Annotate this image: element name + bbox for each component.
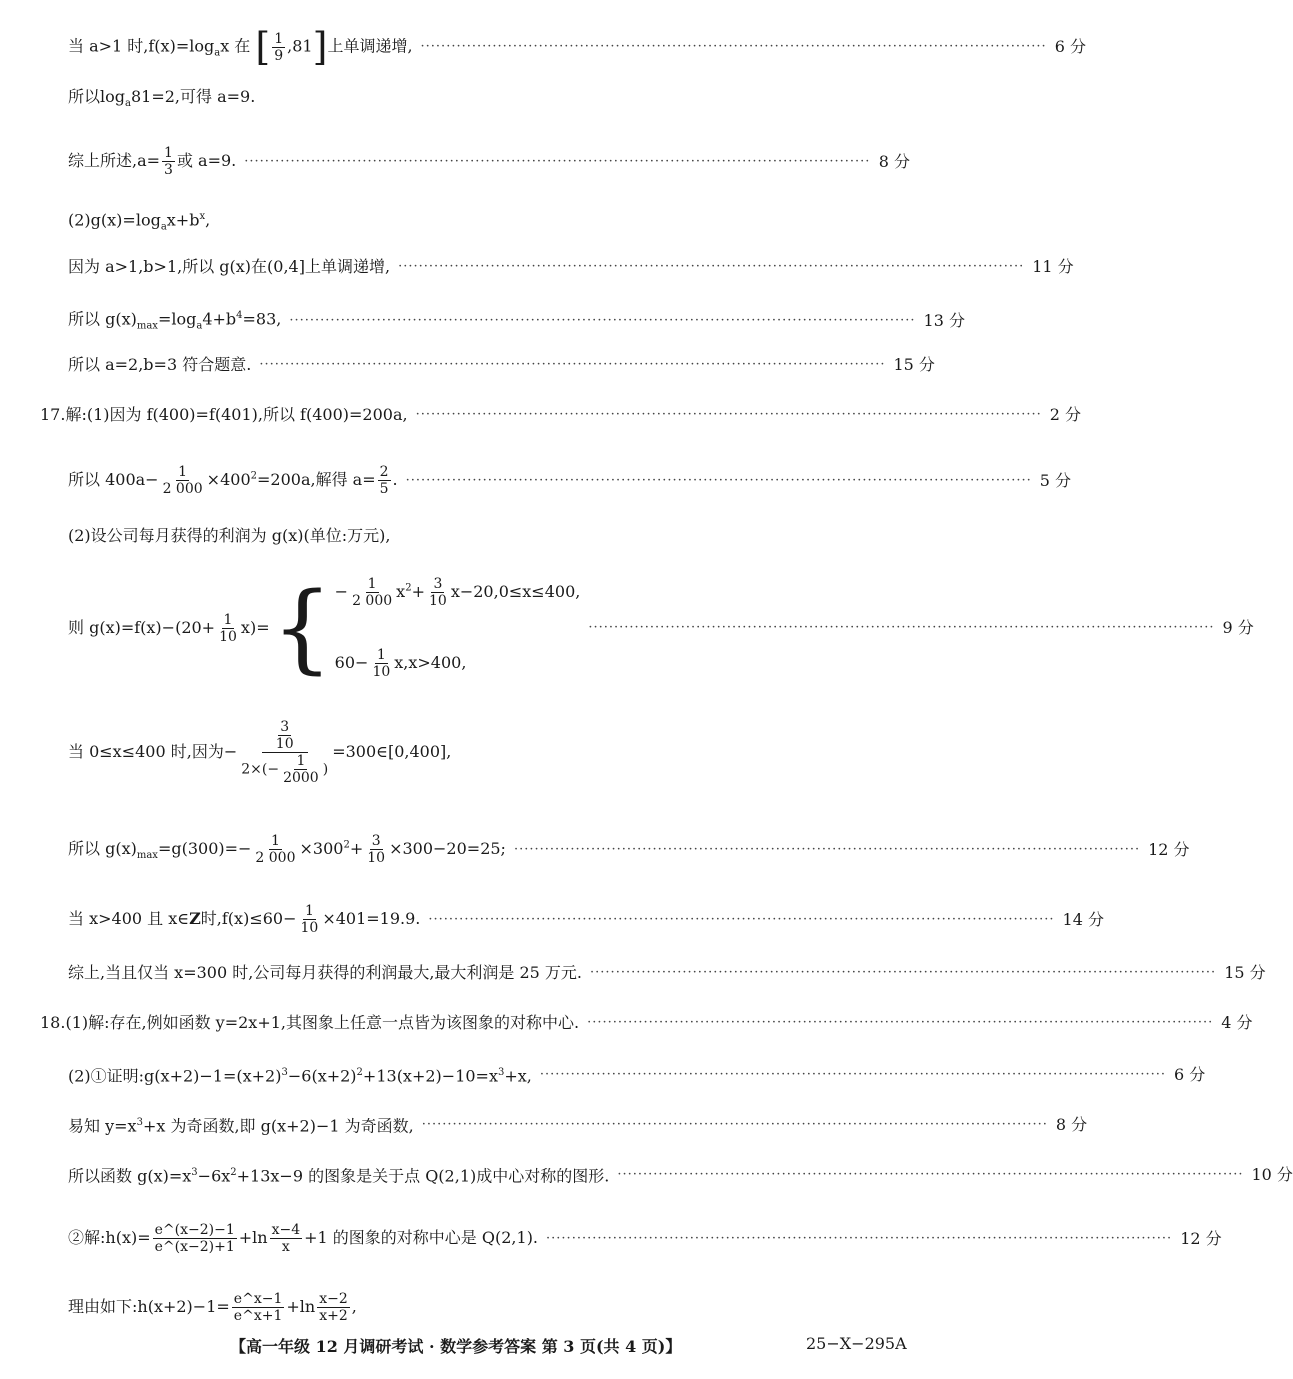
- bracket: ]: [312, 25, 328, 69]
- text: −6x: [197, 1166, 231, 1186]
- denominator: 10: [367, 850, 386, 866]
- sub: max: [136, 850, 158, 862]
- numerator: 3: [280, 718, 290, 735]
- sup: 3: [191, 1167, 198, 1178]
- sup: 3: [136, 1117, 143, 1128]
- line-10: [68, 526, 910, 546]
- text: +13(x+2)−10=x: [362, 1066, 498, 1086]
- denominator: 10: [372, 664, 391, 680]
- denominator: 3: [164, 162, 173, 178]
- text: +x 为奇函数,即 g(x+2)−1 为奇函数,: [142, 1116, 414, 1136]
- fraction: [378, 464, 391, 497]
- points: 14 分: [1062, 909, 1104, 929]
- denominator: e^(x−2)+1: [154, 1239, 235, 1255]
- fraction: [272, 31, 285, 64]
- text: 当 a>1 时,f(x)=log: [68, 36, 215, 56]
- leader-dots: ··························································································································: [428, 911, 1055, 927]
- text: x: [396, 582, 406, 601]
- line-13: [68, 833, 1190, 866]
- leader-dots: ··························································································································: [617, 1166, 1244, 1182]
- text: x−20,0≤x≤400,: [450, 582, 581, 601]
- text: 81=2,可得 a=9.: [130, 87, 256, 106]
- sup: 2: [250, 470, 257, 482]
- sup: 4: [236, 310, 243, 321]
- text: 所以log: [68, 87, 125, 106]
- points: 10 分: [1251, 1164, 1293, 1184]
- text: 综上所述,a=: [68, 151, 161, 170]
- leader-dots: ··························································································································: [588, 620, 1215, 635]
- fraction: [281, 753, 321, 786]
- points: 12 分: [1180, 1228, 1222, 1248]
- sub: a: [214, 47, 221, 59]
- fraction: [232, 1291, 285, 1324]
- numerator: x−4: [271, 1222, 301, 1238]
- text: −6(x+2): [287, 1066, 357, 1086]
- text: ,81: [287, 36, 313, 56]
- denominator: 10: [275, 735, 294, 752]
- text: 所以 g(x): [68, 309, 137, 329]
- sup: 3: [281, 1067, 288, 1078]
- footer-title: 【高一年级 12 月调研考试 · 数学参考答案 第 3 页(共 4 页)】: [230, 1337, 682, 1356]
- text: 则 g(x)=f(x)−(20+: [68, 618, 216, 637]
- text: +x,: [504, 1066, 532, 1086]
- leader-dots: ··························································································································: [415, 407, 1042, 422]
- numerator: 3: [433, 576, 443, 592]
- numerator: 1: [274, 30, 284, 47]
- sub: a: [196, 320, 203, 332]
- points: 15 分: [1224, 963, 1266, 982]
- numerator: e^(x−2)−1: [154, 1222, 235, 1238]
- sub: a: [125, 98, 131, 110]
- text: 综上,当且仅当 x=300 时,公司每月获得的利润最大,最大利润是 25 万元.: [68, 963, 583, 982]
- text: x,x>400,: [394, 653, 467, 672]
- leader-dots: ··························································································································: [513, 841, 1141, 857]
- fraction: [365, 833, 387, 866]
- line-14: [68, 903, 1104, 936]
- fraction: [274, 719, 296, 752]
- line-6: [68, 306, 965, 337]
- text: 60−: [334, 653, 369, 672]
- line-15: [68, 963, 1266, 983]
- text: 所以 g(x): [68, 839, 137, 858]
- points: 13 分: [923, 311, 965, 331]
- line-7: [68, 355, 935, 375]
- points: 9 分: [1222, 618, 1254, 637]
- text: 理由如下:h(x+2)−1=: [68, 1297, 230, 1316]
- numerator: 1: [367, 576, 377, 592]
- leader-dots: ··························································································································: [421, 1116, 1048, 1132]
- fraction: [350, 576, 394, 609]
- text: (2)①证明:g(x+2)−1=(x+2): [68, 1066, 282, 1086]
- text: 18.(1)解:存在,例如函数 y=2x+1,其图象上任意一点皆为该图象的对称中心.: [40, 1013, 580, 1032]
- text: 易知 y=x: [68, 1116, 137, 1136]
- sub: max: [136, 320, 158, 332]
- case-1: [335, 576, 581, 609]
- text: 所以 400a−: [68, 470, 159, 489]
- denominator: 10: [219, 628, 237, 645]
- text: +ln: [238, 1228, 268, 1247]
- sup: 2: [343, 839, 350, 851]
- text: 当 0≤x≤400 时,因为−: [68, 742, 238, 761]
- text: ×300−20=25;: [389, 839, 506, 858]
- sup: 2: [356, 1067, 363, 1078]
- text: ②解:h(x)=: [68, 1228, 151, 1247]
- text: +1 的图象的对称中心是 Q(2,1).: [304, 1228, 539, 1247]
- points: 4 分: [1221, 1013, 1253, 1032]
- denominator: 9: [274, 47, 284, 64]
- line-2: [68, 87, 910, 114]
- points: 8 分: [1055, 1114, 1088, 1134]
- numerator: 1: [223, 611, 233, 628]
- fraction: [317, 1291, 350, 1324]
- points: 6 分: [1174, 1064, 1206, 1084]
- text: =g(300)=−: [157, 839, 252, 858]
- text: ): [322, 761, 329, 777]
- line-12: [68, 716, 910, 788]
- points: 15 分: [893, 355, 935, 374]
- text: 因为 a>1,b>1,所以 g(x)在(0,4]上单调递增,: [68, 257, 391, 276]
- denominator: x+2: [319, 1308, 348, 1324]
- leader-dots: ··························································································································: [289, 313, 916, 329]
- text: ,: [205, 210, 211, 230]
- text: ,: [351, 1297, 357, 1316]
- denominator: 10: [300, 920, 319, 936]
- numerator: 1: [376, 647, 386, 663]
- line-20: [68, 1222, 1222, 1255]
- line-21: [68, 1291, 910, 1324]
- case-2: [335, 647, 581, 680]
- text: =83,: [242, 309, 282, 329]
- line-4: [68, 207, 910, 238]
- piecewise: [270, 572, 581, 684]
- line-9: [68, 464, 1072, 497]
- text: 2×(−: [241, 761, 280, 777]
- text: =200a,解得 a=: [257, 470, 376, 489]
- sup: 2: [230, 1167, 237, 1178]
- text: x 在: [220, 36, 251, 56]
- text: 4+b: [202, 309, 237, 329]
- footer-code: 25−X−295A: [806, 1334, 907, 1353]
- fraction: [161, 464, 205, 497]
- points: 2 分: [1049, 405, 1082, 424]
- denominator: 10: [428, 593, 447, 609]
- text: −: [334, 582, 349, 601]
- text: .: [392, 470, 398, 489]
- text: +: [411, 582, 425, 601]
- line-3: [68, 145, 910, 178]
- text: ×400: [206, 470, 251, 489]
- denominator: e^x+1: [233, 1308, 283, 1324]
- line-16: [40, 1013, 1253, 1033]
- numerator: 3: [371, 833, 381, 849]
- cases: [335, 576, 581, 680]
- line-1: [68, 25, 1086, 69]
- denominator: 2000: [283, 769, 319, 786]
- text: 所以函数 g(x)=x: [68, 1166, 192, 1186]
- denominator: x: [281, 1239, 290, 1255]
- leader-dots: ··························································································································: [398, 259, 1025, 274]
- points: 6 分: [1054, 37, 1086, 56]
- fraction: [253, 833, 297, 866]
- denominator: [239, 753, 330, 786]
- points: 11 分: [1032, 257, 1074, 276]
- sup: 3: [497, 1067, 505, 1078]
- numerator: 2: [379, 464, 389, 480]
- text: x+b: [166, 210, 200, 230]
- fraction: [217, 612, 239, 645]
- numerator: x−2: [319, 1291, 348, 1307]
- fraction: [162, 145, 175, 178]
- fraction: [153, 1222, 237, 1255]
- numerator: 1: [304, 903, 314, 919]
- fraction: [270, 1222, 303, 1255]
- fraction: [427, 576, 449, 609]
- points: 12 分: [1148, 839, 1190, 859]
- denominator: 2 000: [162, 481, 203, 497]
- text: ×401=19.9.: [322, 909, 421, 928]
- leader-dots: ··························································································································: [405, 472, 1032, 488]
- line-17: [68, 1063, 1206, 1086]
- sup: 2: [405, 582, 412, 594]
- text: =300∈[0,400],: [332, 742, 452, 761]
- line-19: [68, 1163, 1293, 1186]
- denominator: 5: [379, 481, 389, 497]
- brace: {: [271, 572, 333, 684]
- numerator: 1: [271, 833, 280, 849]
- leader-dots: ··························································································································: [259, 357, 886, 372]
- bracket: [: [255, 25, 271, 69]
- numerator: 1: [178, 464, 188, 480]
- denominator: 2 000: [352, 593, 393, 609]
- leader-dots: ··························································································································: [244, 153, 871, 169]
- text: 或 a=9.: [176, 151, 237, 170]
- leader-dots: ··························································································································: [587, 1015, 1214, 1030]
- numerator: 1: [296, 752, 306, 769]
- points: 8 分: [878, 151, 910, 171]
- fraction: [299, 903, 321, 936]
- text: 17.解:(1)因为 f(400)=f(401),所以 f(400)=200a,: [40, 405, 408, 424]
- numerator: [262, 719, 308, 753]
- text: (2)g(x)=log: [68, 210, 161, 230]
- text: 上单调递增,: [327, 36, 413, 56]
- line-5: [68, 257, 1074, 277]
- leader-dots: ··························································································································: [420, 39, 1047, 54]
- sup: x: [199, 211, 206, 222]
- text: +ln: [286, 1297, 316, 1316]
- integer-set-symbol: Z: [189, 909, 201, 928]
- line-18: [68, 1113, 1088, 1136]
- leader-dots: ··························································································································: [539, 1066, 1167, 1082]
- points: 5 分: [1039, 470, 1072, 490]
- text: 时,f(x)≤60−: [200, 909, 297, 928]
- text: (2)设公司每月获得的利润为 g(x)(单位:万元),: [68, 526, 391, 545]
- complex-fraction: [239, 719, 330, 786]
- text: +13x−9 的图象是关于点 Q(2,1)成中心对称的图形.: [236, 1166, 610, 1186]
- leader-dots: ··························································································································: [546, 1230, 1173, 1246]
- text: =log: [157, 309, 197, 329]
- line-8: [40, 405, 1082, 425]
- text: ×300: [299, 839, 344, 858]
- sub: a: [160, 221, 167, 233]
- fraction: [370, 647, 392, 680]
- numerator: 1: [164, 145, 173, 161]
- text: +: [349, 839, 364, 858]
- text: 当 x>400 且 x∈: [68, 909, 190, 928]
- leader-dots: ··························································································································: [590, 965, 1217, 980]
- text: 所以 a=2,b=3 符合题意.: [68, 355, 252, 374]
- numerator: e^x−1: [233, 1291, 283, 1307]
- line-11-piecewise: [68, 568, 1254, 688]
- text: x)=: [240, 618, 270, 637]
- denominator: 2 000: [255, 850, 296, 866]
